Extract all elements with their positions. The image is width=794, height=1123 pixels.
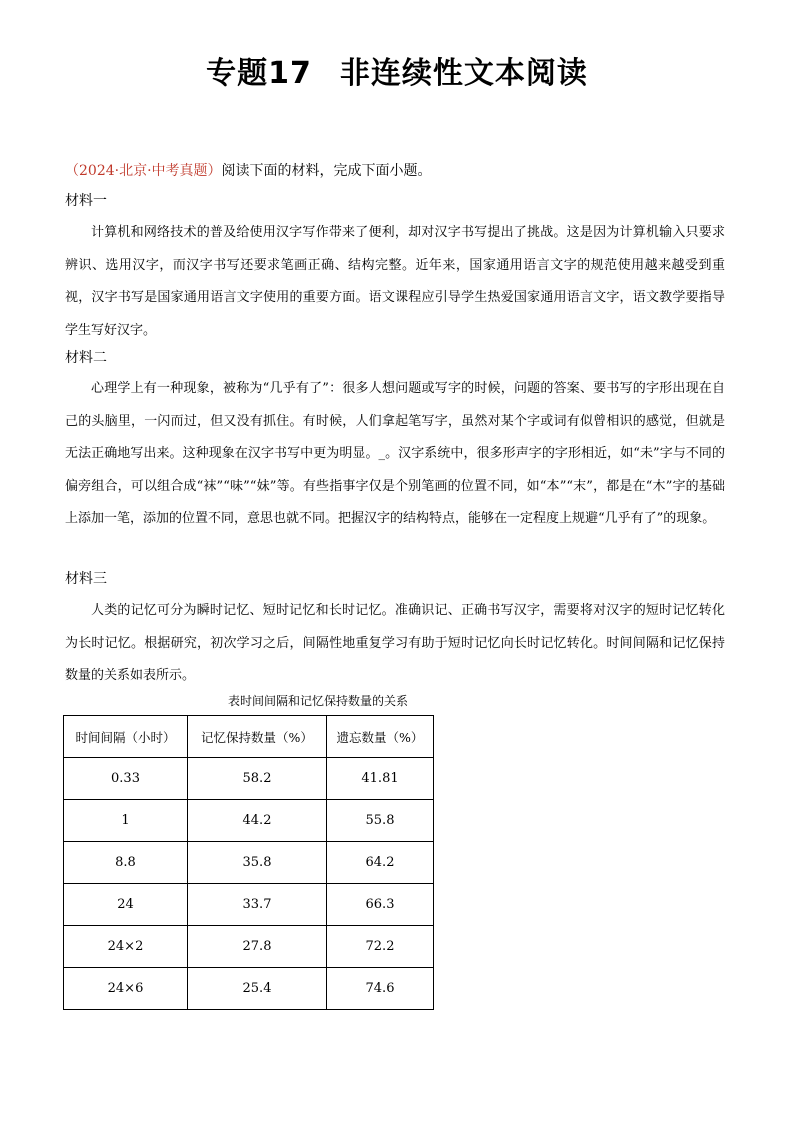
- cell-retention: 25.4: [188, 968, 327, 1010]
- page-title: [0, 48, 794, 92]
- cell-forgetting: 74.6: [327, 968, 434, 1010]
- cell-interval: 24: [64, 884, 188, 926]
- header-retention: 记忆保持数量（%）: [188, 716, 327, 758]
- cell-interval: 0.33: [64, 758, 188, 800]
- cell-interval: 8.8: [64, 842, 188, 884]
- material-3-heading: 材料三: [65, 571, 107, 587]
- cell-forgetting: 55.8: [327, 800, 434, 842]
- cell-interval: 24×6: [64, 968, 188, 1010]
- memory-table: [63, 715, 434, 1010]
- table-row: [64, 758, 434, 800]
- table-row: [64, 968, 434, 1010]
- cell-interval: 24×2: [64, 926, 188, 968]
- title-text: 非连续性文本阅读: [339, 56, 588, 91]
- table-row: [64, 884, 434, 926]
- header-forgetting: 遗忘数量（%）: [327, 716, 434, 758]
- title-number: 专题17: [206, 56, 312, 91]
- cell-interval: 1: [64, 800, 188, 842]
- question-source: [65, 160, 432, 180]
- cell-forgetting: 64.2: [327, 842, 434, 884]
- header-interval: 时间间隔（小时）: [64, 716, 188, 758]
- cell-forgetting: 41.81: [327, 758, 434, 800]
- cell-forgetting: 72.2: [327, 926, 434, 968]
- material-3-text: 人类的记忆可分为瞬时记忆、短时记忆和长时记忆。准确识记、正确书写汉字，需要将对汉字的短时记忆转化为长时记忆。根据研究，初次学习之后，间隔性地重复学习有助于短时记忆向长时记忆转化。时间间隔和记忆保持数量的关系如表所示。: [65, 603, 725, 683]
- cell-retention: 33.7: [188, 884, 327, 926]
- table-caption: 表时间间隔和记忆保持数量的关系: [227, 694, 408, 708]
- cell-retention: 27.8: [188, 926, 327, 968]
- cell-forgetting: 66.3: [327, 884, 434, 926]
- cell-retention: 44.2: [188, 800, 327, 842]
- table-row: [64, 842, 434, 884]
- table-row: [64, 926, 434, 968]
- material-1-heading: 材料一: [65, 193, 107, 209]
- material-1-text: 计算机和网络技术的普及给使用汉字写作带来了便利，却对汉字书写提出了挑战。这是因为计算机输入只要求辨识、选用汉字，而汉字书写还要求笔画正确、结构完整。近年来，国家通用语言文字的规范使用越来越受到重视，汉字书写是国家通用语言文字使用的重要方面。语文课程应引导学生热爱国家通用语言文字，语文教学要指导学生写好汉字。: [65, 225, 725, 338]
- material-2-text: 心理学上有一种现象，被称为“几乎有了”：很多人想问题或写字的时候，问题的答案、要书写的字形出现在自己的头脑里，一闪而过，但又没有抓住。有时候，人们拿起笔写字，虽然对某个字或词有似曾相识的感觉，但就是无法正确地写出来。这种现象在汉字书写中更为明显。_。汉字系统中，很多形声字的字形相近，如“未”字与不同的偏旁组合，可以组合成“袜”“味”“妹”等。有些指事字仅是个别笔画的位置不同，如“本”“末”，都是在“木”字的基础上添加一笔，添加的位置不同，意思也就不同。把握汉字的结构特点，能够在一定程度上规避“几乎有了”的现象。: [65, 381, 725, 526]
- material-2-heading: 材料二: [65, 350, 107, 366]
- cell-retention: 58.2: [188, 758, 327, 800]
- cell-retention: 35.8: [188, 842, 327, 884]
- instruction-text: 阅读下面的材料，完成下面小题。: [221, 163, 432, 179]
- table-header-row: [64, 716, 434, 758]
- source-tag: （2024·北京·中考真题）: [65, 163, 222, 179]
- table-row: [64, 800, 434, 842]
